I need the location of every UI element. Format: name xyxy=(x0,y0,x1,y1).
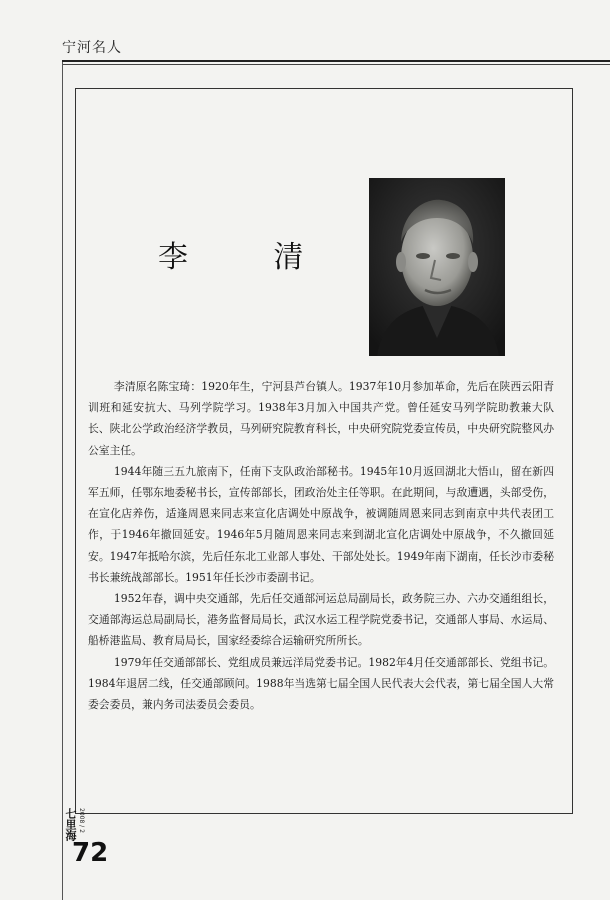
left-margin-rule xyxy=(62,62,63,900)
page-number: 72 xyxy=(72,838,109,868)
biography-text xyxy=(88,376,554,715)
section-header: 宁河名人 xyxy=(62,40,122,56)
bio-paragraph: 1979年任交通部部长、党组成员兼远洋局党委书记。1982年4月任交通部部长、党组书记。1984年退居二线，任交通部顾问。1988年当选第七届全国人民代表大会代表，第七届全国人大常委会委员，兼内务司法委员会委员。 xyxy=(88,655,554,712)
header-rule-thin xyxy=(62,64,610,65)
header-rule xyxy=(62,60,610,62)
bio-paragraph: 1944年随三五九旅南下，任南下支队政治部秘书。1945年10月返回湖北大悟山，留在新四军五师，任鄂东地委秘书长，宣传部部长，团政治处主任等职。在此期间，与敌遭遇，头部受伤，在宣化店养伤，适逢周恩来同志来宣化店调处中原战争，被调随周恩来同志到南京中共代表团工作，于1946年撤回延安。1946年5月随周恩来同志来到湖北宣化店调处中原战争，不久撤回延安。1947年抵哈尔滨，先后任东北工业部人事处、干部处处长。1949年南下湖南，任长沙市委秘书长兼统战部部长。1951年任长沙市委副书记。 xyxy=(88,464,554,584)
portrait-image xyxy=(369,178,505,356)
issue-number: 2008 / 2 xyxy=(78,808,85,833)
bio-paragraph: 李清原名陈宝琦：1920年生，宁河县芦台镇人。1937年10月参加革命，先后在陕西云阳青训班和延安抗大、马列学院学习。1938年3月加入中国共产党。曾任延安马列学院助教兼大队长、陕北公学政治经济学教员，马列研究院教育科长，中央研究院党委宣传员，中央研究院整风办公室主任。 xyxy=(88,380,554,457)
magazine-name: 七里海 xyxy=(64,808,77,841)
portrait-photo xyxy=(369,178,505,356)
article-title: 李 清 xyxy=(158,240,342,275)
bio-paragraph: 1952年春，调中央交通部，先后任交通部河运总局副局长，政务院三办、六办交通组组长，交通部海运总局副局长，港务监督局局长，武汉水运工程学院党委书记，交通部人事局、水运局、船桥港监局、教育局局长，国家经委综合运输研究所所长。 xyxy=(88,592,554,648)
